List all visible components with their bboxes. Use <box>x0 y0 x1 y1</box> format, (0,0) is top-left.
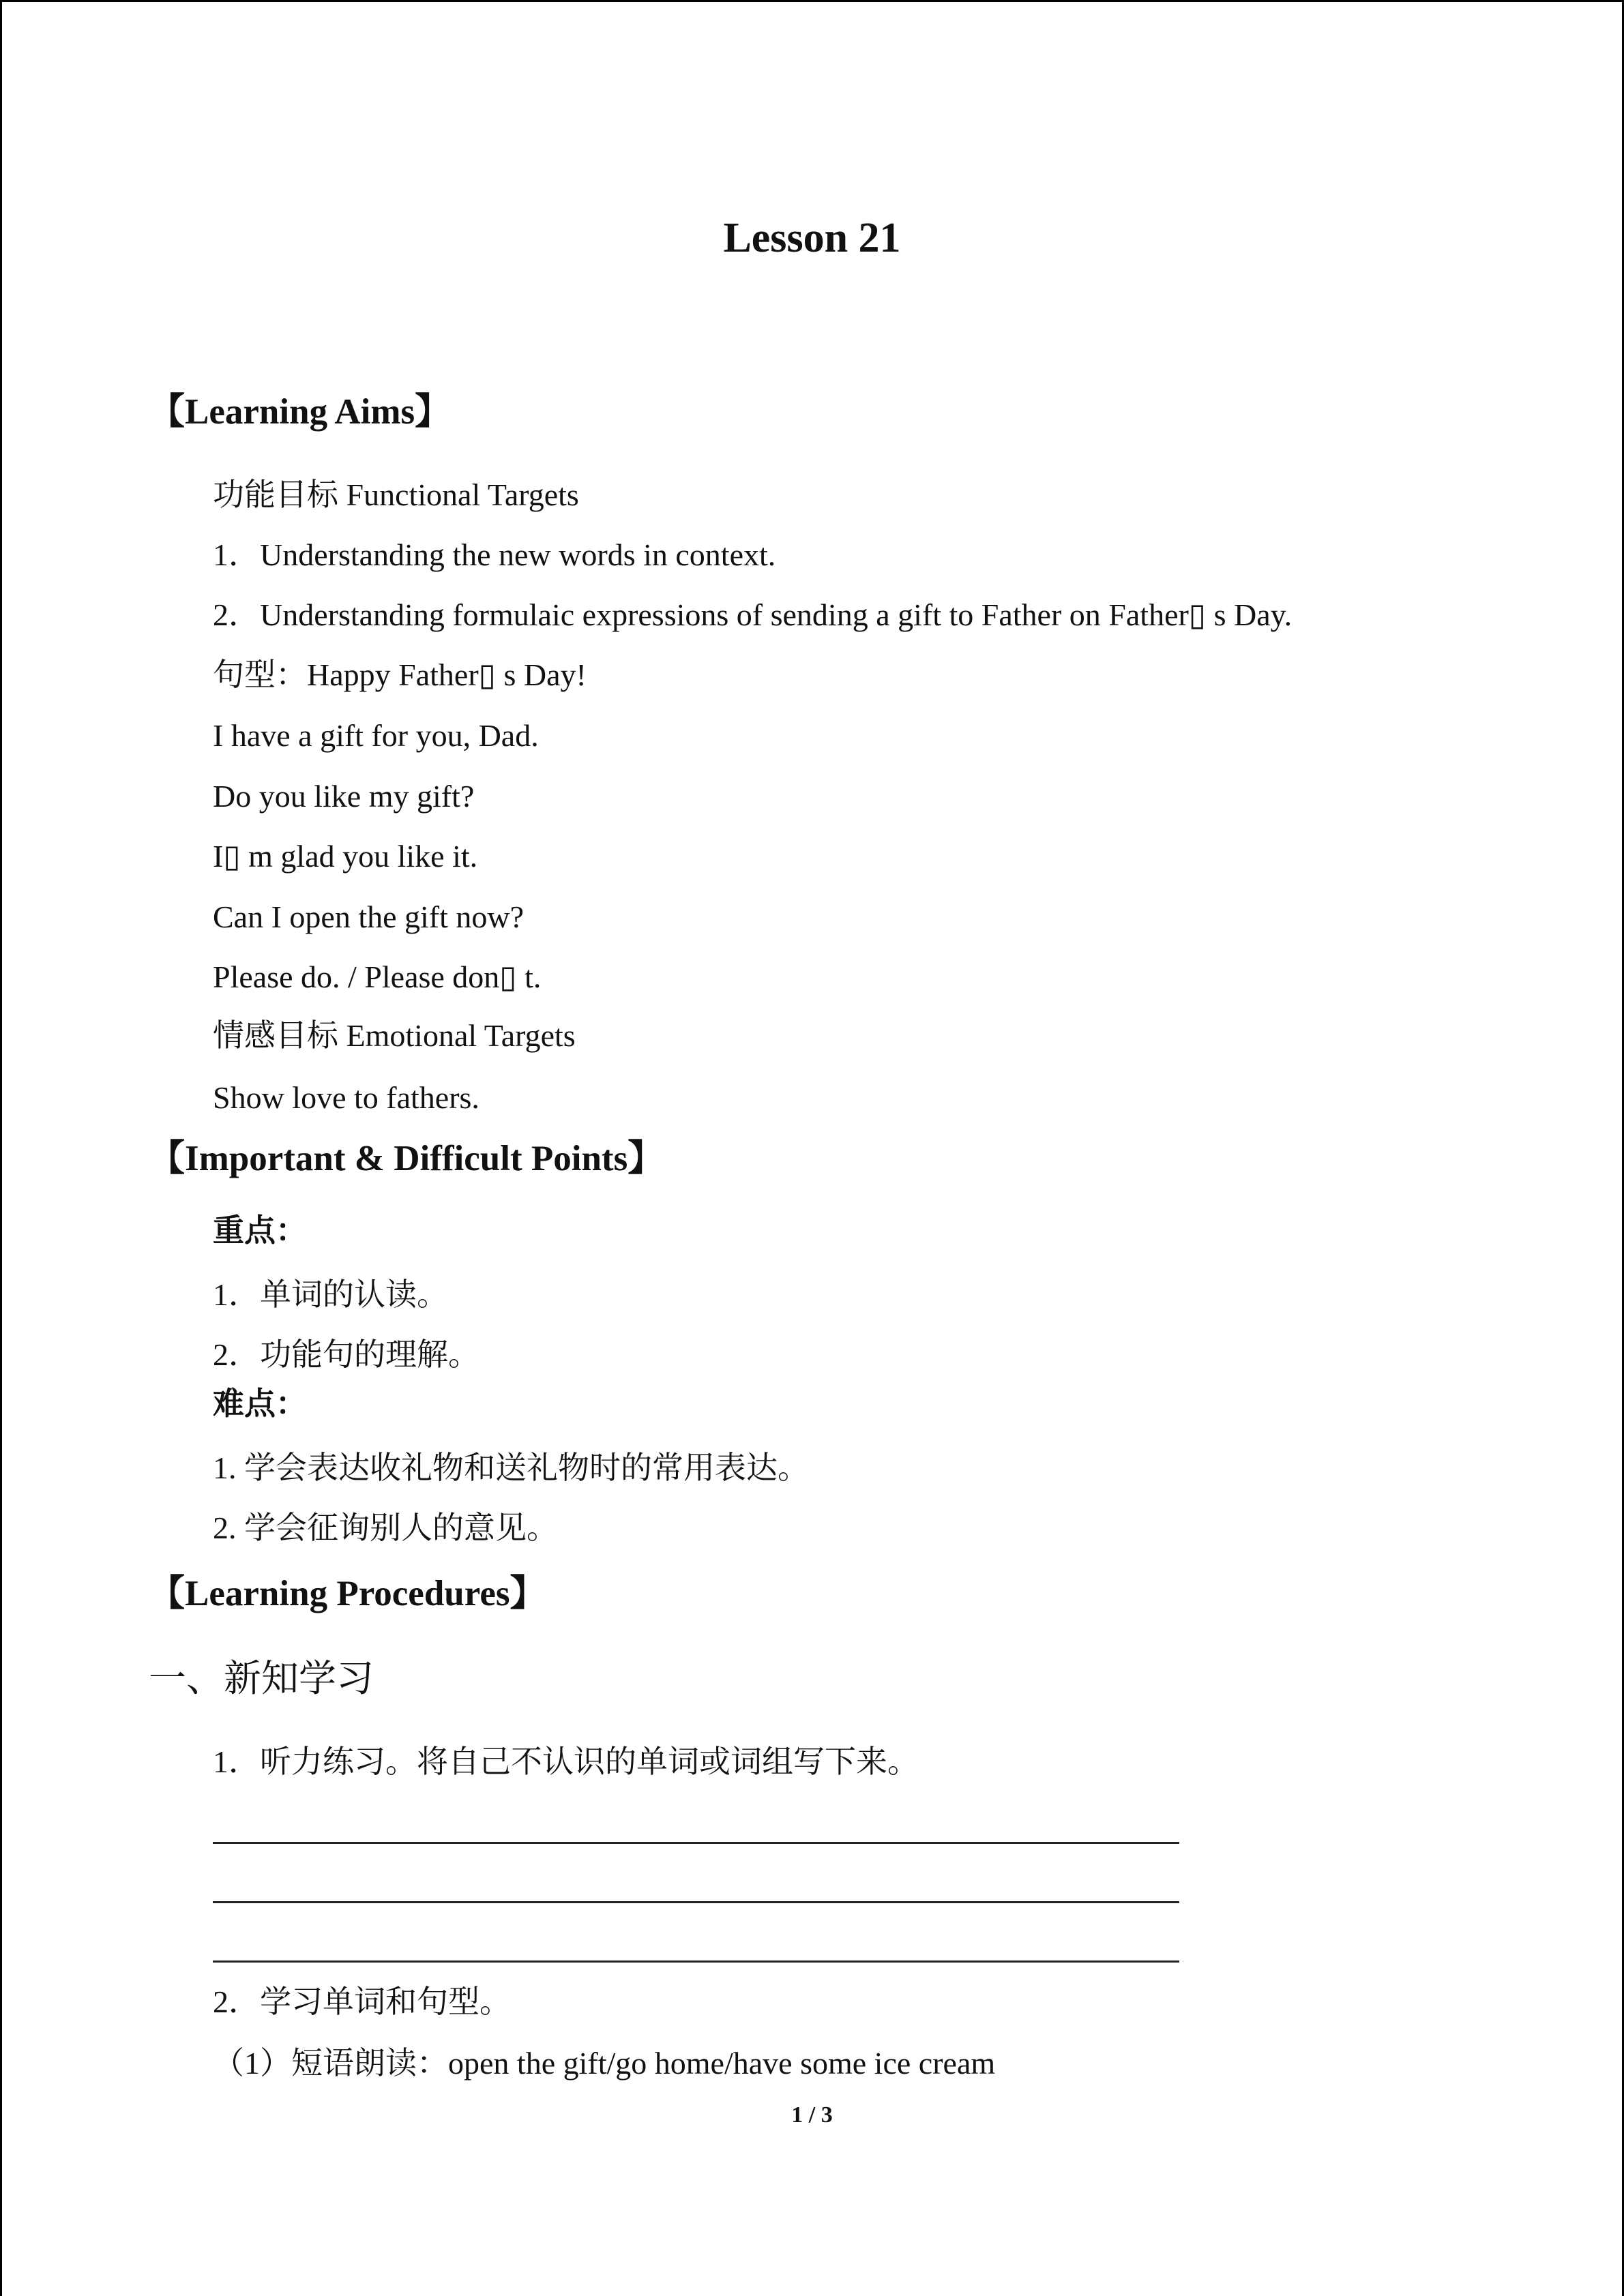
aims-line: Do you like my gift? <box>213 779 475 814</box>
page-title: Lesson 21 <box>723 215 901 261</box>
key-points-label: 重点： <box>213 1213 307 1248</box>
important-points-heading: 【Important & Difficult Points】 <box>149 1139 664 1178</box>
learning-procedures-heading: 【Learning Procedures】 <box>149 1574 546 1613</box>
learning-aims-heading: 【Learning Aims】 <box>149 392 452 432</box>
answer-line[interactable] <box>213 1960 1179 1963</box>
procedure-step: 1．听力练习。将自己不认识的单词或词组写下来。 <box>213 1744 919 1779</box>
answer-line[interactable] <box>213 1901 1179 1903</box>
aims-line: 句型：Happy Father▯ s Day! <box>213 657 587 692</box>
aims-line: 功能目标 Functional Targets <box>213 477 579 512</box>
difficult-point-item: 1. 学会表达收礼物和送礼物时的常用表达。 <box>213 1450 809 1485</box>
aims-line: Please do. / Please don▯ t. <box>213 959 542 994</box>
aims-line: 2．Understanding formulaic expressions of sending a gift to Father on Father▯ s Day. <box>213 597 1293 632</box>
answer-line[interactable] <box>213 1842 1179 1844</box>
procedure-step: 2．学习单词和句型。 <box>213 1984 511 2019</box>
aims-line: I▯ m glad you like it. <box>213 839 478 874</box>
part1-heading: 一、新知学习 <box>149 1658 374 1699</box>
procedure-substep: （1）短语朗读：open the gift/go home/have some ice cream <box>213 2046 996 2081</box>
page-number: 1 / 3 <box>791 2102 833 2128</box>
key-point-item: 2．功能句的理解。 <box>213 1337 479 1372</box>
aims-line: Show love to fathers. <box>213 1080 479 1115</box>
aims-line: Can I open the gift now? <box>213 899 525 934</box>
aims-line: 1．Understanding the new words in context. <box>213 537 776 572</box>
aims-line: I have a gift for you, Dad. <box>213 718 539 753</box>
difficult-point-item: 2. 学会征询别人的意见。 <box>213 1510 558 1545</box>
difficult-points-label: 难点： <box>213 1386 307 1421</box>
key-point-item: 1．单词的认读。 <box>213 1277 448 1312</box>
aims-line: 情感目标 Emotional Targets <box>213 1018 576 1053</box>
